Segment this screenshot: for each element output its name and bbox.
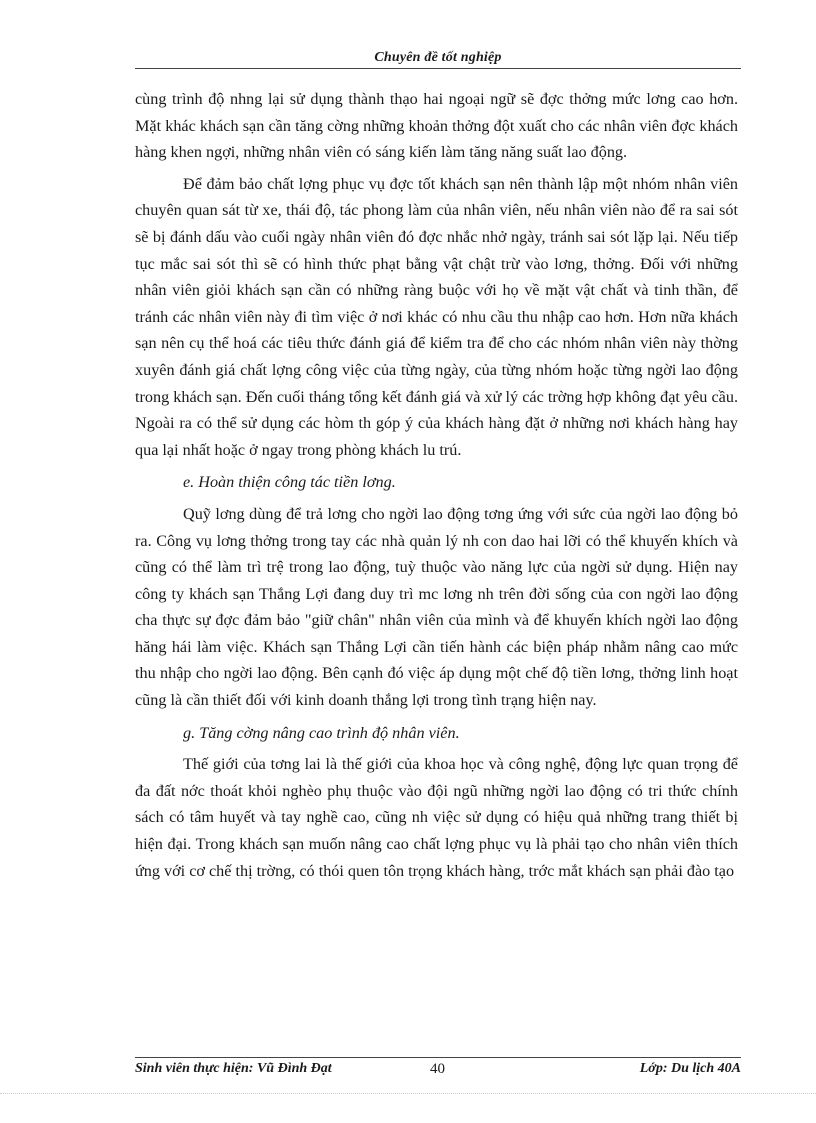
document-body <box>135 86 738 884</box>
page-footer <box>135 1061 741 1081</box>
footer-divider <box>135 1057 741 1058</box>
paragraph-salary: Quỹ lơng dùng để trả lơng cho ngời lao động tơng ứng với sức của ngời lao động bỏ ra. Công vụ lơng thởng trong tay các nhà quản lý nh con dao hai lỡi có thể khuyến khích và cũng có thể làm trì trệ trong lao động, tuỳ thuộc vào năng lực của ngời sử dụng. Hiện nay công ty khách sạn Thắng Lợi đang duy trì mc lơng nh trên đời sống của con ngời lao động cha thực sự đợc đảm bảo "giữ chân" nhân viên của mình và để khuyến khích ngời lao động hăng hái làm việc. Khách sạn Thắng Lợi cần tiến hành các biện pháp nhằm nâng cao mức thu nhập cho ngời lao động. Bên cạnh đó việc áp dụng một chế độ tiền lơng, thởng linh hoạt cũng là cần thiết đối với kinh doanh thắng lợi trong tình trạng hiện nay. <box>135 504 738 710</box>
paragraph-training: Thế giới của tơng lai là thế giới của khoa học và công nghệ, động lực quan trọng để đa đất nớc thoát khỏi nghèo phụ thuộc vào đội ngũ những ngời lao động có tri thức chính sách có tâm huyết và tay nghề cao, cũng nh việc sử dụng có hiệu quả những trang thiết bị hiện đại. Trong khách sạn muốn nâng cao chất lợng phục vụ là phải tạo cho nhân viên thích ứng với cơ chế thị trờng, có thói quen tôn trọng khách hàng, trớc mắt khách sạn phải đào tạo <box>135 755 738 880</box>
paragraph-quality-control: Để đảm bảo chất lợng phục vụ đợc tốt khách sạn nên thành lập một nhóm nhân viên chuyên quan sát từ xe, thái độ, tác phong làm của nhân viên, nếu nhân viên nào để ra sai sót sẽ bị đánh dấu vào cuối ngày nhân viên đó đợc nhắc nhở ngày, tránh sai sót lặp lại. Nếu tiếp tục mắc sai sót thì sẽ có hình thức phạt bằng vật chật trừ vào lơng, thởng. Đối với những nhân viên giỏi khách sạn cần có những ràng buộc với họ về mặt vật chất và tinh thần, để tránh các nhân viên này đi tìm việc ở nơi khác có nhu cầu thu nhập cao hơn. Hơn nữa khách sạn nên cụ thể hoá các tiêu thức đánh giá để kiểm tra để cho các nhóm nhân viên này thờng xuyên đánh giá chất lợng công việc của từng ngày, của từng nhóm hoặc từng ngời lao động trong khách sạn. Đến cuối tháng tổng kết đánh giá và xử lý các trờng hợp không đạt yêu cầu. Ngoài ra có thể sử dụng các hòm th góp ý của khách hàng đặt ở những nơi khách hàng hay qua lại nhất hoặc ở ngay trong phòng khách lu trú. <box>135 174 738 459</box>
header-divider <box>135 68 741 69</box>
section-heading-g: g. Tăng cờng nâng cao trình độ nhân viên. <box>183 723 460 742</box>
footer-author: Sinh viên thực hiện: Vũ Đình Đạt <box>135 1061 332 1076</box>
page-bottom-border <box>0 1093 816 1094</box>
page-header-title: Chuyên đề tốt nghiệp <box>374 50 502 65</box>
section-heading-e: e. Hoàn thiện công tác tiền lơng. <box>183 473 396 492</box>
page-number: 40 <box>430 1061 445 1077</box>
paragraph-continuation: cùng trình độ nhng lại sử dụng thành thạo hai ngoại ngữ sẽ đợc thởng mức lơng cao hơn. Mặt khác khách sạn cần tăng cờng những khoản thởng đột xuất cho các nhân viên đợc khách hàng khen ngợi, những nhân viên có sáng kiến làm tăng năng suất lao động. <box>135 90 738 162</box>
footer-class: Lớp: Du lịch 40A <box>639 1061 741 1076</box>
